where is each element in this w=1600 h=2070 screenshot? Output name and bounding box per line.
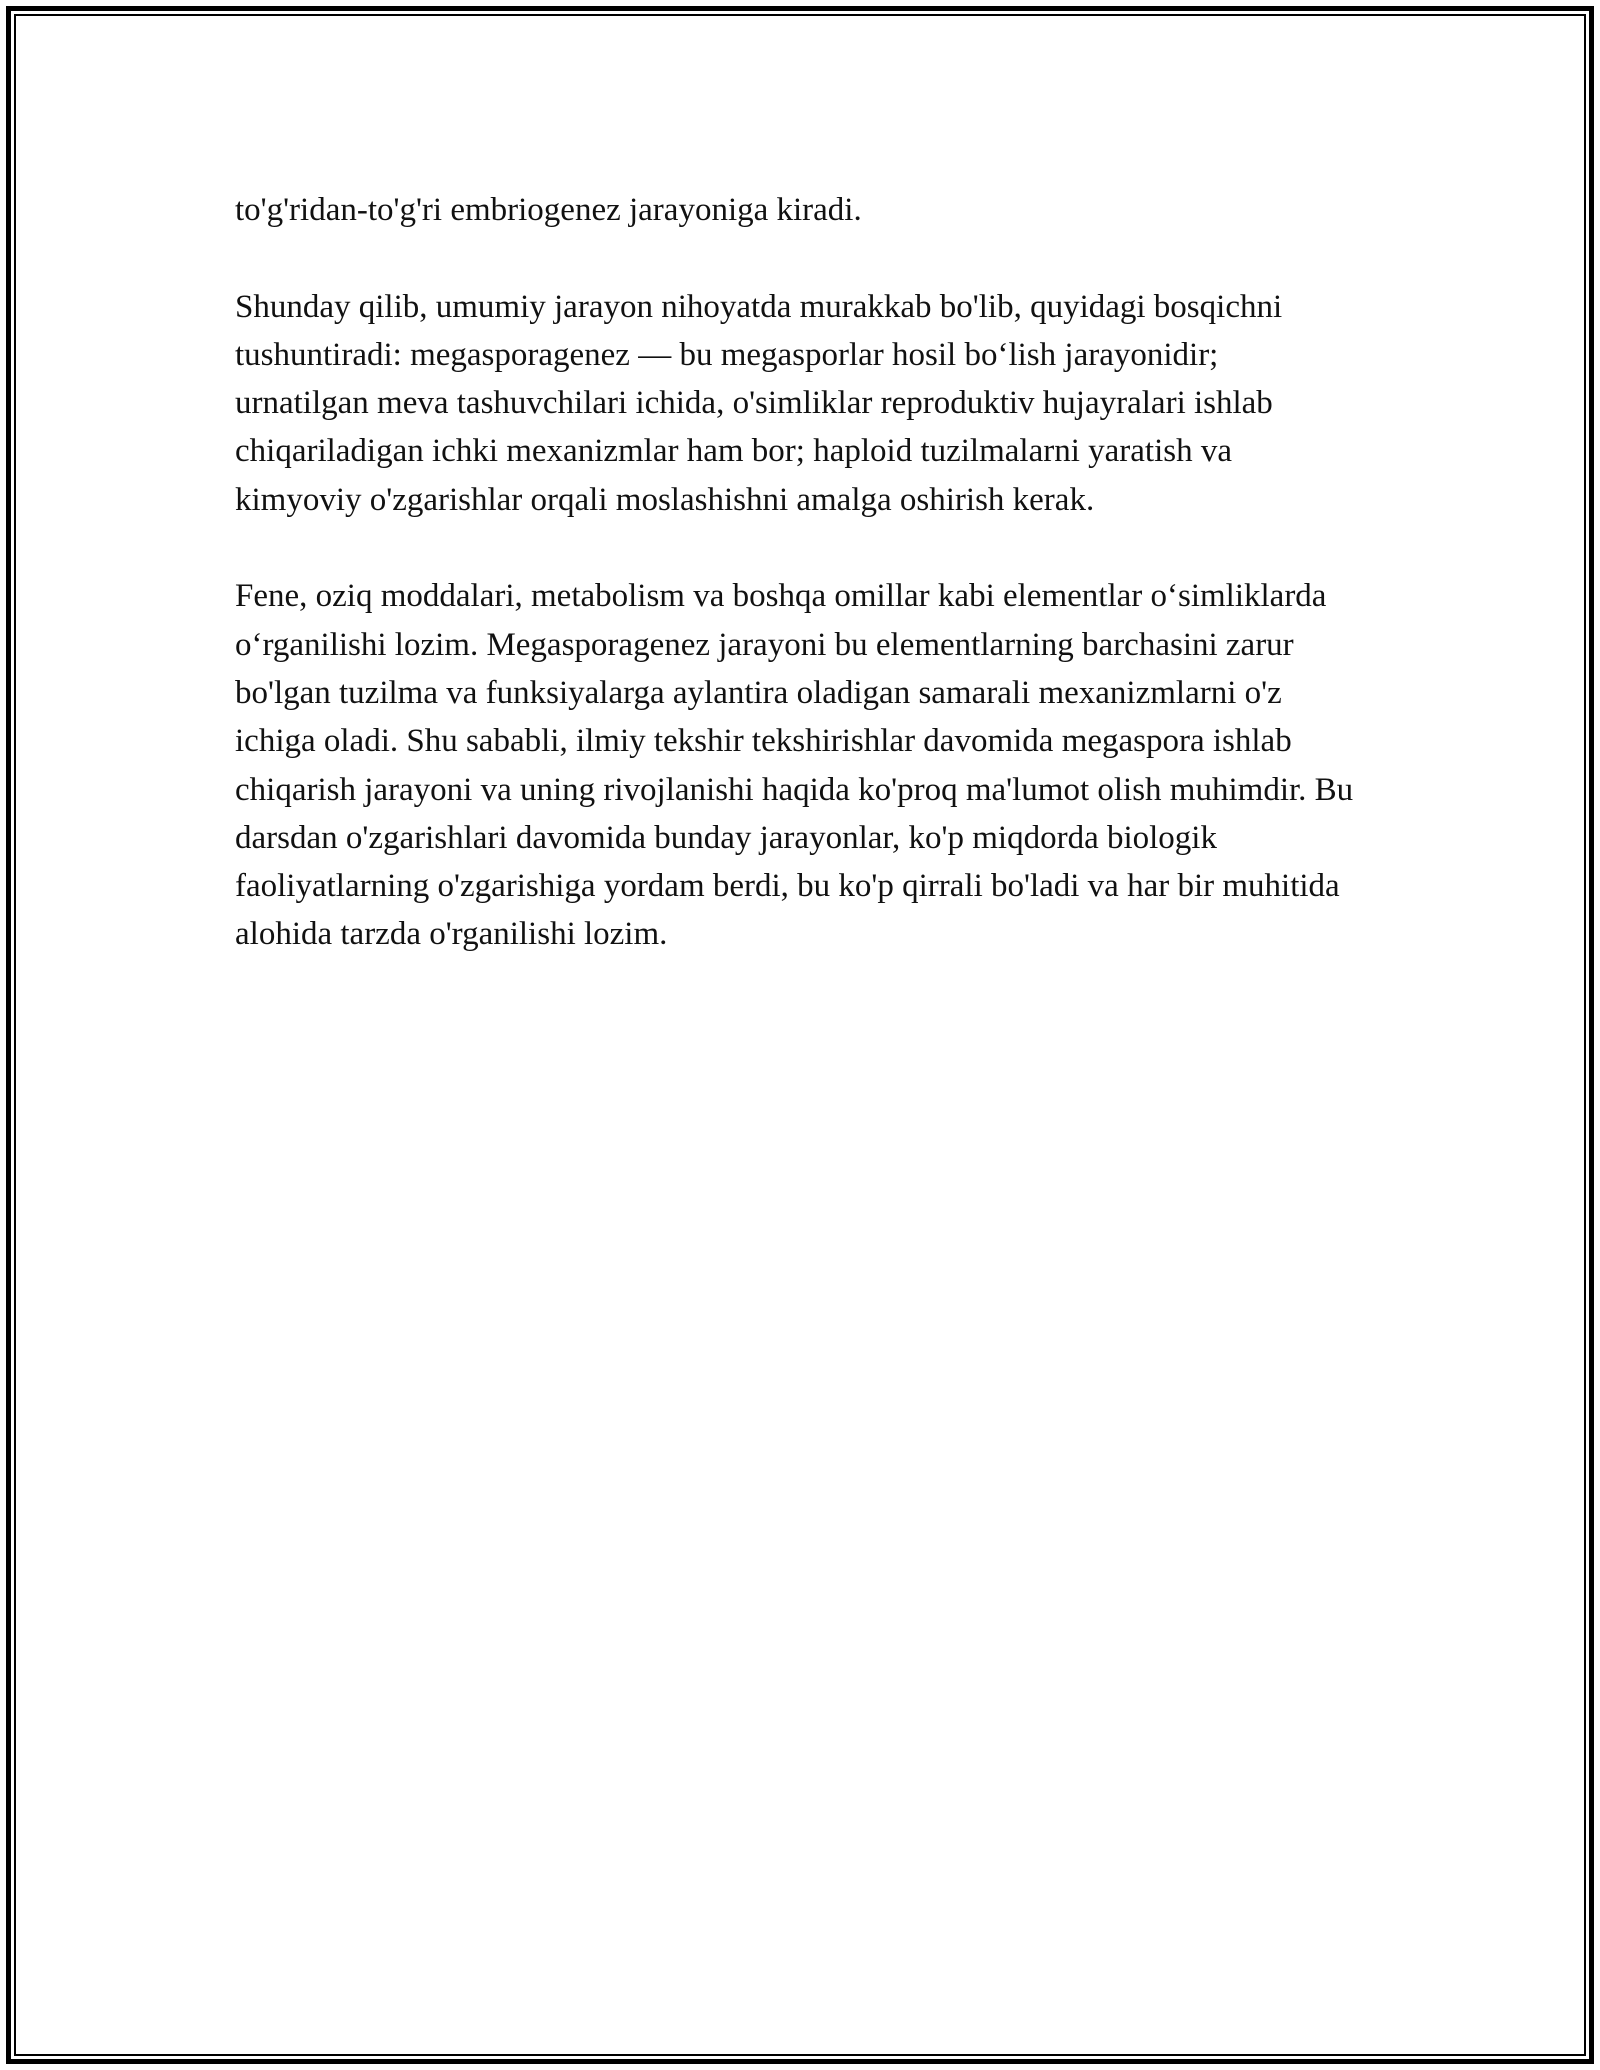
paragraph-1: to'g'ridan-to'g'ri embriogenez jarayoniga kiradi. [235,192,862,228]
paragraph-2: Shunday qilib, umumiy jarayon nihoyatda murakkab bo'lib, quyidagi bosqichni tushuntiradi: megasporagenez — bu megasporlar hosil bo‘lish jarayonidir; urnatilgan meva tashuvchilari ichida, o'simliklar reproduktiv hujayralari ishlab chiqariladigan ichki mexanizmlar ham bor; haploid tuzilmalarni yaratish va kimyoviy o'zgarishlar orqali moslashishni amalga oshirish kerak. [235,288,1283,518]
paragraph-3: Fene, oziq moddalari, metabolism va boshqa omillar kabi elementlar o‘simliklarda o‘rganilishi lozim. Megasporagenez jarayoni bu elementlarning barchasini zarur bo'lgan tuzilma va funksiyalarga aylantira oladigan samarali mexanizmlarni o'z ichiga oladi. Shu sababli, ilmiy tekshir tekshirishlar davomida megaspora ishlab chiqarish jarayoni va uning rivojlanishi haqida ko'proq ma'lumot olish muhimdir. Bu darsdan o'zgarishlari davomida bunday jarayonlar, ko'p miqdorda biologik faoliyatlarning o'zgarishiga yordam berdi, bu ko'p qirrali bo'ladi va har bir muhitida alohida tarzda o'rganilishi lozim. [235,578,1354,953]
document-body [235,186,1355,1007]
